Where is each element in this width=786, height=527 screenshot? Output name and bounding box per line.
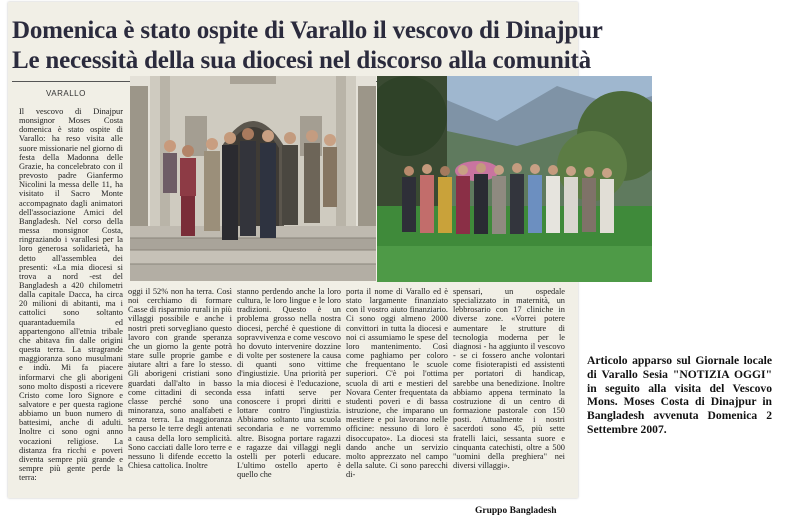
headline-line-1: Domenica è stato ospite di Varallo il vescovo di Dinajpur xyxy=(12,17,603,44)
photo-garden-group xyxy=(377,76,652,282)
article-column-2: oggi il 52% non ha terra. Così noi cerchiamo di formare Casse di risparmio rurali in più villaggi possibile e anche i nostri preti sorvegliano questo lavoro con grande speranza che un giorno la gente potrà stare sulle proprie gambe e aiutare altri a fare lo stesso. Gli aborigeni cristiani sono guardati dall'alto in basso come cittadini di seconda classe perché sono una minoranza, sono analfabeti e senza terra. La maggioranza ha perso le terre degli antenati a causa della loro semplicità. Sono cacciati dalle loro terre e nessuno li difende eccetto la Chiesa cattolica. Inoltre xyxy=(128,287,232,470)
article-column-3: stanno perdendo anche la loro cultura, le loro lingue e le loro tradizioni. Questo è un problema grosso nella nostra diocesi, perché è questione di sopravvivenza e come vescovo ho dovuto intervenire dozzine di volte per sostenere la causa di quanti sono vittime d'ingiustizie. Una priorità per la mia diocesi è l'educazione, essa infatti serve per conoscere i propri diritti e lottare contro l'ingiustizia. Abbiamo soltanto una scuola secondaria e ne vorremmo altre. Bisogna portare ragazzi e ragazze dai villaggi negli ostelli per poterli educare. L'ultimo ostello aperto è quello che xyxy=(237,287,341,480)
headline-line-2: Le necessità della sua diocesi nel discorso alla comunità xyxy=(12,47,591,74)
photo-church-steps xyxy=(130,76,376,281)
photo-garden-group-image xyxy=(377,76,652,282)
photo-caption: Articolo apparso sul Giornale locale di Varallo Sesia "NOTIZIA OGGI" in seguito alla visita del Vescovo Mons. Moses Costa di Dinajpur in Bangladesh avvenuta Domenica 2 Settembre 2007. xyxy=(587,354,772,436)
photo-church-steps-image xyxy=(130,76,376,281)
article-column-5: spensari, un ospedale specializzato in maternità, un lebbrosario con 17 cliniche in diverse zone. «Vorrei potere aumentare le strutture di tecnologia moderna per le diagnosi - ha aggiunto il vescovo - se ci fossero anche volontari come fisioterapisti ed assistenti per portatori di handicap, sarebbe una benedizione. Inoltre abbiamo appena terminato la costruzione di un centro di formazione pastorale con 150 posti. Attualmente i nostri sacerdoti sono 45, più sette fratelli laici, sessanta suore e cinquanta catechisti, oltre a 500 "uomini della preghiera" nei diversi villaggi». xyxy=(453,287,565,470)
article-column-1: Il vescovo di Dinajpur monsignor Moses Costa domenica è stato ospite di Varallo: ha reso visita alle suore missionarie nel giorno di festa della Madonna delle Grazie, ha concelebrato con il prevosto padre Gianfermo Nicolini la messa delle 11, ha visitato il Sacro Monte accompagnato dagli animatori dell'associazione Amici del Bangladesh. Nel corso della messa monsignor Costa, ringraziando i varallesi per la loro generosa solidarietà, ha detto all'assemblea dei presenti: «La mia diocesi si trova a nord -est del Bangladesh a 420 chilometri dalla capitale Dacca, ha circa 20 milioni di abitanti, ma i cattolici sono soltanto quarantaduemila ed appartengono all'etnia tribale che abitava fin dalle origini questa terra. La stragrande maggioranza sono musulmani e indù. Mi fa piacere informarvi che gli aborigeni sono molto disposti a ricevere Cristo come loro Signore e salvatore e per questa ragione abbiamo un buon numero di battesimi, anche di adulti. Inoltre ci sono ogni anno vocazioni religiose. La distanza fra ricchi e poveri diventa sempre più grande e sempre più gente perde la terra: xyxy=(19,107,123,483)
dateline-kicker: VARALLO xyxy=(46,89,86,98)
credit-line: Gruppo Bangladesh xyxy=(475,506,557,516)
article-column-4: porta il nome di Varallo ed è stato largamente finanziato con il vostro aiuto finanziario. Ci sono oggi almeno 2000 convittori in tutta la diocesi e noi ci assumiamo le spese del loro mantenimento. Così come paghiamo per coloro che frequentano le scuole superiori. C'è poi l'ottima scuola di arti e mestieri del Novara Center frequentata da studenti poveri e di bassa istruzione, che imparano un mestiere e poi lavorano nelle officine: nessuno di loro è disoccupato». La diocesi sta dando anche un servizio molto apprezzato nel campo della salute. Ci sono parecchi di- xyxy=(346,287,448,480)
